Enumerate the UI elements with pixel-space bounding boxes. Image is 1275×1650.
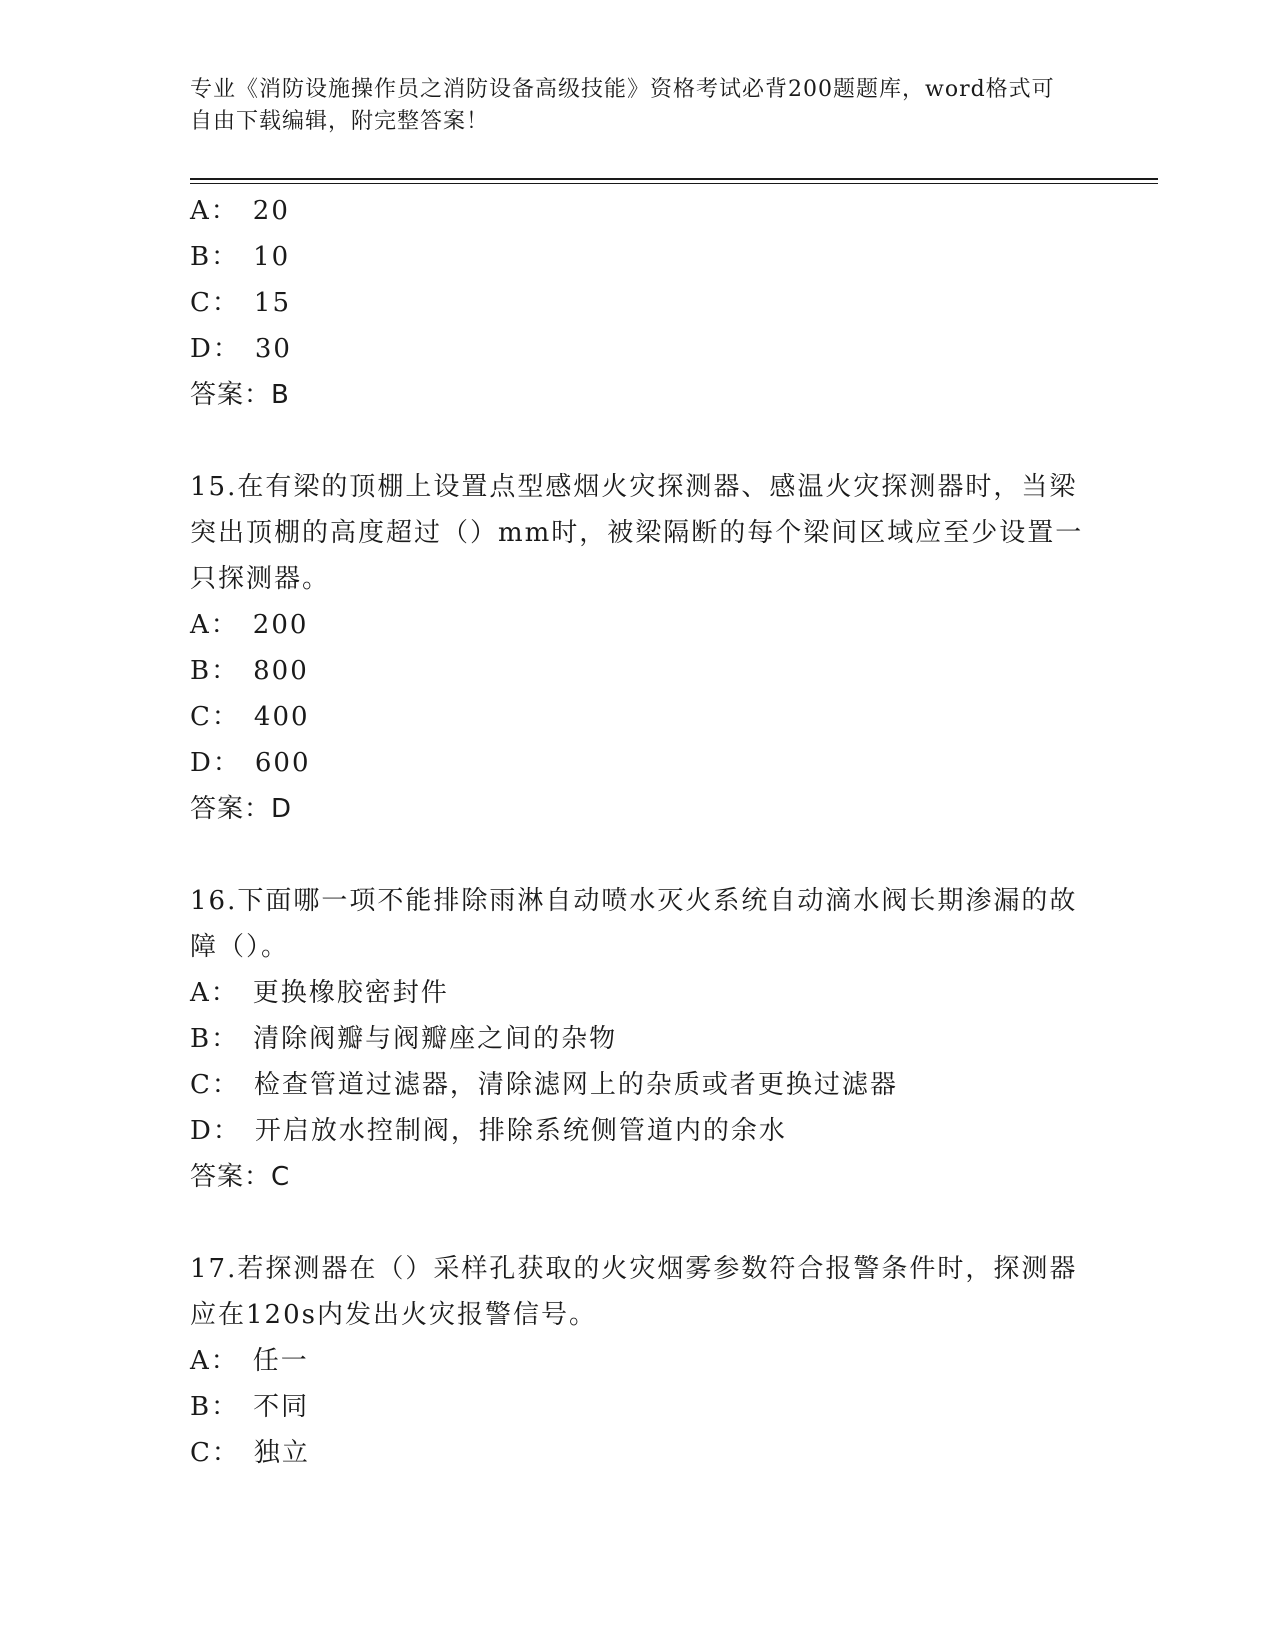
question-text: 15.在有梁的顶棚上设置点型感烟火灾探测器、感温火灾探测器时，当梁突出顶棚的高度超过（）mm时，被梁隔断的每个梁间区域应至少设置一只探测器。 [190,472,1084,594]
document-header: 专业《消防设施操作员之消防设备高级技能》资格考试必背200题题库，word格式可自由下载编辑，附完整答案！ [190,77,1055,134]
option-c: C： 15 [190,288,292,318]
option-c: C： 独立 [190,1438,310,1468]
question-block-14 [190,188,1090,418]
option-c: C： 检查管道过滤器，清除滤网上的杂质或者更换过滤器 [190,1070,898,1100]
option-a: A： 20 [190,196,290,226]
option-a: A： 任一 [190,1346,309,1376]
header-rule-thin [190,183,1158,184]
header-rule-thick [190,178,1158,180]
option-d: D： 30 [190,334,292,364]
document-body [190,188,1090,1476]
question-block-15 [190,464,1090,832]
option-c: C： 400 [190,702,310,732]
option-a: A： 更换橡胶密封件 [190,978,449,1008]
question-text: 17.若探测器在（）采样孔获取的火灾烟雾参数符合报警条件时，探测器应在120s内发出火灾报警信号。 [190,1254,1078,1330]
answer-line: 答案：B [190,380,290,410]
option-d: D： 开启放水控制阀，排除系统侧管道内的余水 [190,1116,787,1146]
option-b: B： 不同 [190,1392,310,1422]
option-a: A： 200 [190,610,309,640]
option-b: B： 10 [190,242,291,272]
option-b: B： 清除阀瓣与阀瓣座之间的杂物 [190,1024,618,1054]
option-b: B： 800 [190,656,309,686]
answer-line: 答案：C [190,1162,291,1192]
answer-line: 答案：D [190,794,293,824]
question-text: 16.下面哪一项不能排除雨淋自动喷水灭火系统自动滴水阀长期渗漏的故障（）。 [190,886,1078,962]
question-block-17 [190,1246,1090,1476]
question-block-16 [190,878,1090,1200]
option-d: D： 600 [190,748,311,778]
